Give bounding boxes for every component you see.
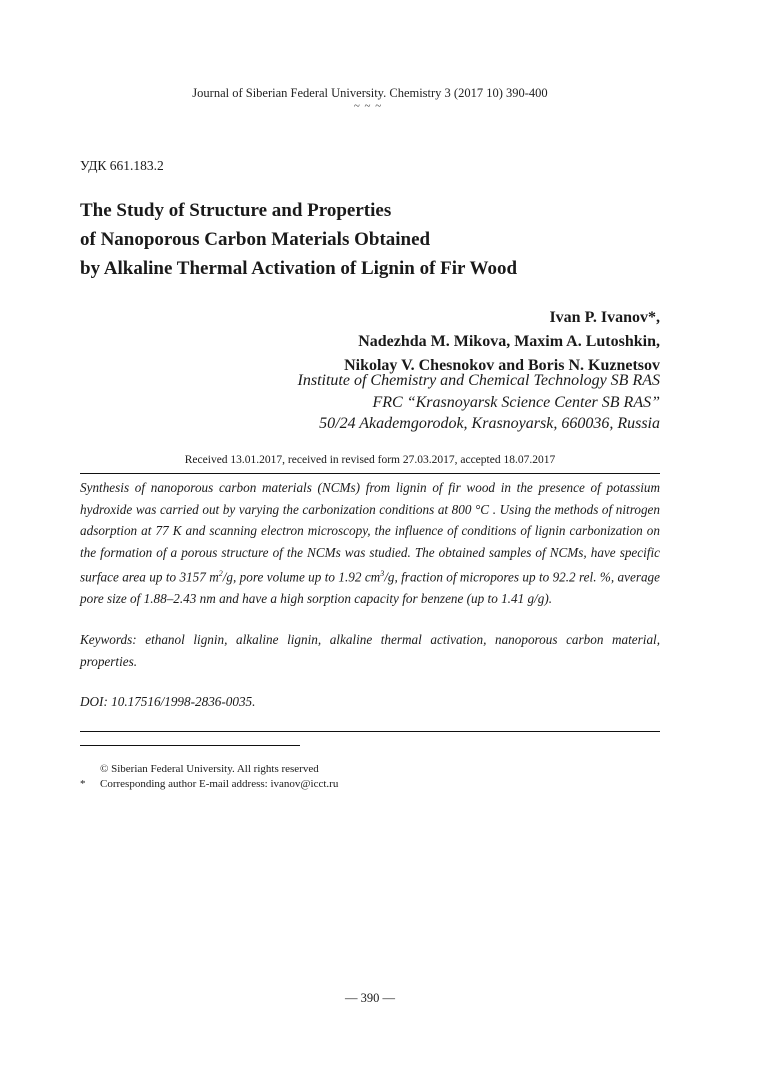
header-ornament: ~ ~ ~ bbox=[353, 100, 383, 112]
abstract-bottom-rule bbox=[80, 731, 660, 732]
footnote-rule bbox=[80, 745, 300, 746]
corresponding-author-footnote: * Corresponding author E-mail address: ivanov@icct.ru bbox=[80, 778, 339, 790]
received-dates: Received 13.01.2017, received in revised form 27.03.2017, accepted 18.07.2017 bbox=[184, 454, 556, 466]
author-line: Nadezhda M. Mikova, Maxim A. Lutoshkin, bbox=[358, 333, 660, 350]
author-line: Nikolay V. Chesnokov and Boris N. Kuznetsov bbox=[344, 357, 660, 374]
copyright-footnote: © Siberian Federal University. All rights reserved bbox=[100, 763, 319, 775]
udk-code: УДК 661.183.2 bbox=[80, 158, 164, 173]
doi: DOI: 10.17516/1998-2836-0035. bbox=[80, 694, 256, 710]
footnotes bbox=[80, 762, 338, 792]
abstract-block bbox=[80, 477, 660, 713]
superscript-3: 3 bbox=[380, 569, 385, 578]
page-number: — 390 — bbox=[345, 991, 395, 1005]
title-line: The Study of Structure and Properties bbox=[80, 200, 392, 221]
abstract-top-rule bbox=[80, 473, 660, 474]
paper-title bbox=[80, 196, 680, 283]
author-line: Ivan P. Ivanov*, bbox=[549, 309, 660, 326]
title-line: by Alkaline Thermal Activation of Lignin of Fir Wood bbox=[80, 258, 518, 279]
superscript-2: 2 bbox=[218, 569, 223, 578]
abstract-text: Synthesis of nanoporous carbon materials (NCMs) from lignin of fir wood in the presence of potassium hydroxide was carried out by varying the carbonization conditions at 800 °C . Using the methods of nitrogen adsorption at 77 K and scanning electron microscopy, the influence of conditions of lignin carbonization on the formation of a porous structure of the NCMs was studied. The obtained samples of NCMs, have specific surface area up to 3157 $m^2/g$, pore volume up to 1.92 $cm^3/g$, fraction of micropores up to 92.2 rel. %, average pore size of 1.88–2.43 nm and have a high sorption capacity for benzene (up to 1.41 g/g). bbox=[80, 480, 660, 606]
title-line: of Nanoporous Carbon Materials Obtained bbox=[80, 229, 431, 250]
affiliation-line: Institute of Chemistry and Chemical Technology SB RAS bbox=[297, 372, 660, 389]
affiliation-line: 50/24 Akademgorodok, Krasnoyarsk, 660036, Russia bbox=[319, 415, 660, 432]
keywords: Keywords: ethanol lignin, alkaline lignin, alkaline thermal activation, nanoporous carbon material, properties. bbox=[80, 632, 660, 669]
affiliation-line: FRC “Krasnoyarsk Science Center SB RAS” bbox=[372, 393, 660, 411]
author-list bbox=[344, 306, 660, 378]
journal-header: Journal of Siberian Federal University. Chemistry 3 (2017 10) 390-400 bbox=[192, 86, 548, 100]
affiliation bbox=[298, 370, 660, 435]
